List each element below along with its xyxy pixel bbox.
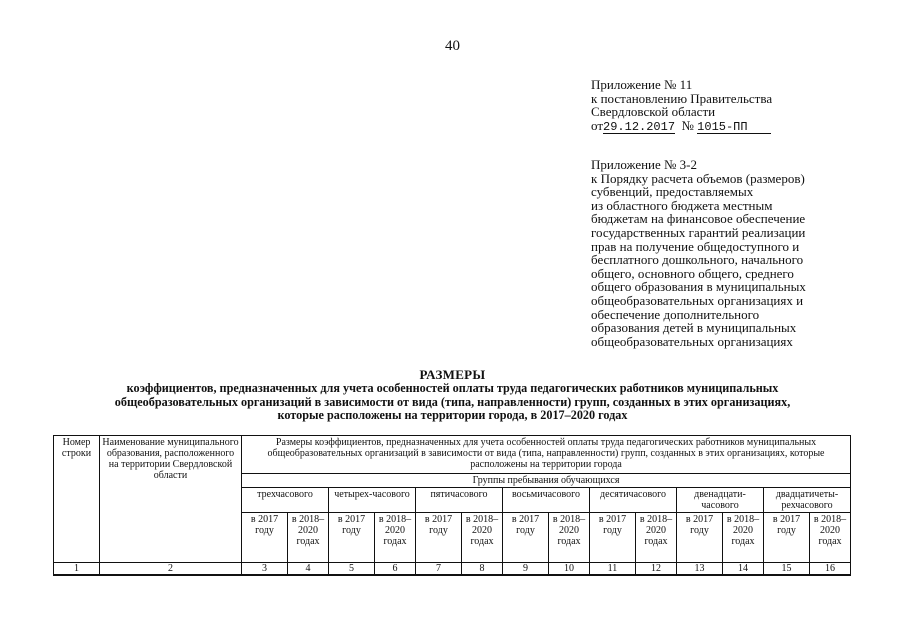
header-coefficients: Размеры коэффициентов, предназначенных для учета особенностей оплаты труда педагогических работников муниципальных общеобразовательных организаций в зависимости от вида (типа, направленности) групп, созданных в этих организациях, которые расположены на территории города bbox=[242, 436, 851, 474]
appendix-11-block bbox=[591, 78, 772, 134]
appendix-3-2-line: Приложение № 3-2 bbox=[591, 157, 698, 172]
column-number: 14 bbox=[723, 563, 764, 576]
appendix-3-2-block bbox=[591, 158, 806, 348]
appendix-3-2-line: общего образования в муниципальных bbox=[591, 279, 806, 295]
appendix-3-2-line: бесплатного дошкольного, начального bbox=[591, 252, 804, 268]
appendix-3-2-line: бюджетам на финансовое обеспечение bbox=[591, 211, 806, 227]
appendix-3-2-line: прав на получение общедоступного и bbox=[591, 238, 800, 254]
header-year-2017: в 2017 году bbox=[764, 513, 810, 563]
header-group: десятичасового bbox=[590, 488, 677, 513]
header-group: двенадцати-часового bbox=[677, 488, 764, 513]
appendix-11-date-line bbox=[591, 119, 772, 134]
header-group: восьмичасового bbox=[503, 488, 590, 513]
appendix-3-2-line: государственных гарантий реализации bbox=[591, 224, 806, 240]
resolution-date: 29.12.2017 bbox=[603, 119, 676, 134]
column-number: 1 bbox=[54, 563, 100, 576]
header-year-2018-2020: в 2018–2020 годах bbox=[549, 513, 590, 563]
page-number: 40 bbox=[445, 38, 460, 54]
column-number: 6 bbox=[375, 563, 416, 576]
coefficients-table bbox=[53, 435, 851, 576]
header-row-number: Номер строки bbox=[54, 436, 100, 563]
heading-title: РАЗМЕРЫ bbox=[419, 367, 486, 382]
number-prefix: № bbox=[681, 117, 694, 133]
appendix-11-line: к постановлению Правительства bbox=[591, 90, 773, 106]
column-number: 15 bbox=[764, 563, 810, 576]
column-number: 4 bbox=[288, 563, 329, 576]
column-number: 9 bbox=[503, 563, 549, 576]
appendix-3-2-line: к Порядку расчета объемов (размеров) bbox=[591, 170, 805, 186]
header-group: четырех-часового bbox=[329, 488, 416, 513]
header-year-2018-2020: в 2018–2020 годах bbox=[723, 513, 764, 563]
header-group: пятичасового bbox=[416, 488, 503, 513]
column-number: 2 bbox=[100, 563, 242, 576]
heading-line: коэффициентов, предназначенных для учета особенностей оплаты труда педагогических работников муниципальных bbox=[126, 381, 779, 395]
header-year-2017: в 2017 году bbox=[503, 513, 549, 563]
column-number: 10 bbox=[549, 563, 590, 576]
document-heading bbox=[0, 368, 905, 423]
appendix-3-2-line: образования детей в муниципальных bbox=[591, 320, 797, 336]
header-year-2017: в 2017 году bbox=[329, 513, 375, 563]
resolution-number: 1015-ПП bbox=[697, 121, 771, 134]
header-year-2018-2020: в 2018–2020 годах bbox=[810, 513, 851, 563]
date-prefix: от bbox=[591, 117, 604, 133]
appendix-3-2-line: общего, основного общего, среднего bbox=[591, 265, 794, 281]
column-number: 7 bbox=[416, 563, 462, 576]
column-number: 16 bbox=[810, 563, 851, 576]
appendix-3-2-line: субвенций, предоставляемых bbox=[591, 184, 754, 200]
header-year-2018-2020: в 2018–2020 годах bbox=[636, 513, 677, 563]
column-number: 3 bbox=[242, 563, 288, 576]
heading-line: общеобразовательных организаций в зависимости от вида (типа, направленности) групп, созданных в этих организациях, bbox=[114, 394, 791, 409]
appendix-3-2-line: общеобразовательных организациях и bbox=[591, 292, 804, 308]
header-groups: Группы пребывания обучающихся bbox=[242, 474, 851, 488]
header-year-2018-2020: в 2018–2020 годах bbox=[375, 513, 416, 563]
header-group: трехчасового bbox=[242, 488, 329, 513]
header-year-2017: в 2017 году bbox=[416, 513, 462, 563]
header-year-2018-2020: в 2018–2020 годах bbox=[288, 513, 329, 563]
header-year-2017: в 2017 году bbox=[677, 513, 723, 563]
header-group: двадцатичеты-рехчасового bbox=[764, 488, 851, 513]
column-number: 5 bbox=[329, 563, 375, 576]
heading-line: которые расположены на территории города, в 2017–2020 годах bbox=[277, 408, 628, 422]
column-number: 11 bbox=[590, 563, 636, 576]
column-number: 13 bbox=[677, 563, 723, 576]
column-number: 12 bbox=[636, 563, 677, 576]
column-number: 8 bbox=[462, 563, 503, 576]
header-year-2017: в 2017 году bbox=[590, 513, 636, 563]
header-year-2017: в 2017 году bbox=[242, 513, 288, 563]
appendix-11-line: Свердловской области bbox=[591, 104, 716, 120]
header-year-2018-2020: в 2018–2020 годах bbox=[462, 513, 503, 563]
appendix-3-2-line: общеобразовательных организациях bbox=[591, 333, 793, 349]
header-municipality: Наименование муниципального образования, расположенного на территории Свердловской области bbox=[100, 436, 242, 563]
appendix-3-2-line: обеспечение дополнительного bbox=[591, 306, 760, 322]
appendix-3-2-line: из областного бюджета местным bbox=[591, 197, 773, 213]
appendix-11-line: Приложение № 11 bbox=[591, 77, 693, 92]
